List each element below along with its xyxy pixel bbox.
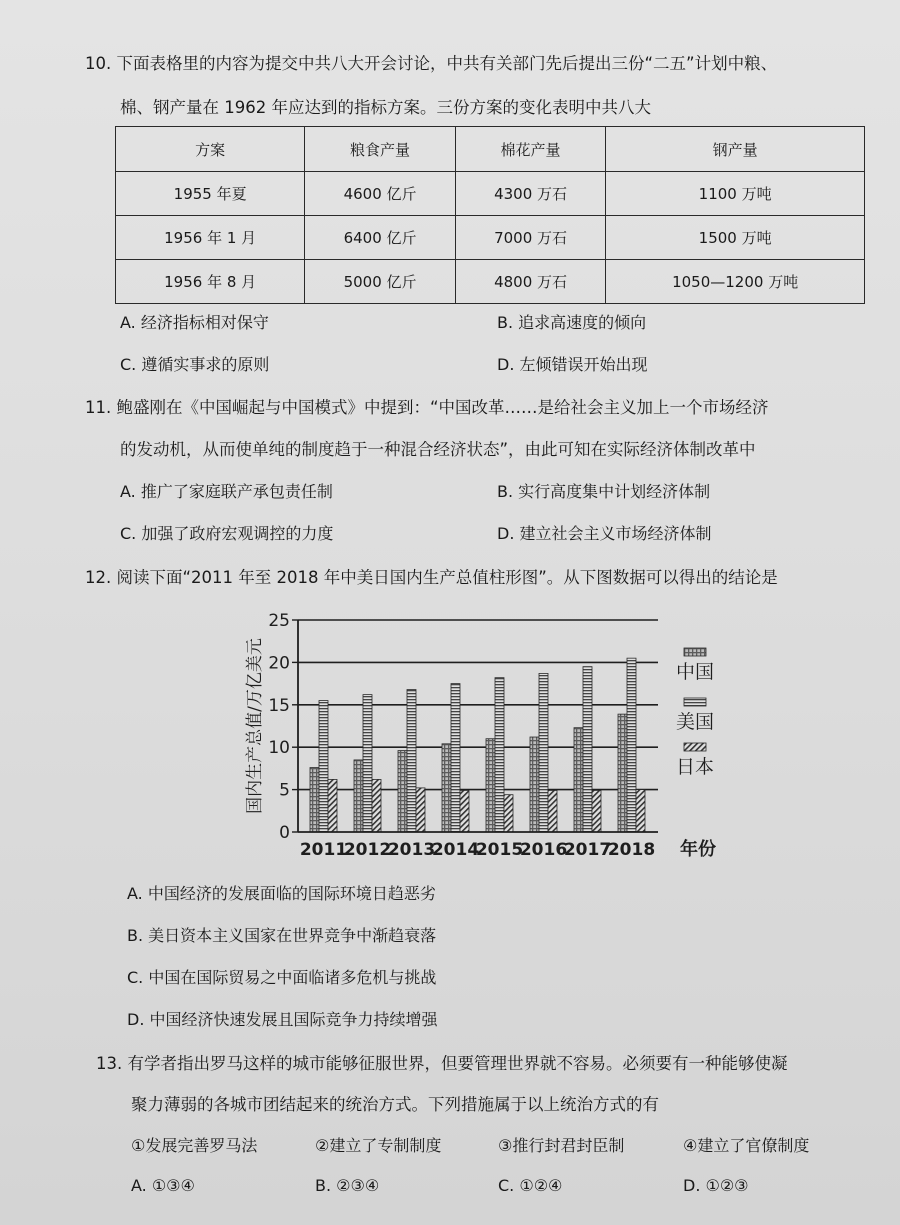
y-tick-label: 5	[279, 780, 290, 801]
bar-japan	[328, 779, 337, 832]
chart-legend	[676, 648, 714, 778]
x-tick-label: 2011	[299, 840, 348, 860]
bar-china	[618, 714, 627, 832]
table-cell: 1100 万吨	[606, 172, 865, 216]
table-row	[116, 216, 865, 260]
x-tick-label: 2014	[431, 840, 480, 860]
q13-option-d: D. ①②③	[683, 1176, 749, 1195]
chart-grid	[298, 620, 658, 790]
q11-option-d: D. 建立社会主义市场经济体制	[497, 524, 712, 543]
table-row	[116, 172, 865, 216]
y-tick-label: 20	[268, 653, 290, 674]
bar-usa	[319, 701, 328, 832]
bar-japan	[592, 790, 601, 832]
q10-option-d: D. 左倾错误开始出现	[497, 355, 648, 374]
q11-option-b: B. 实行高度集中计划经济体制	[497, 482, 711, 501]
x-tick-label: 2015	[475, 840, 524, 860]
q10-option-b: B. 追求高速度的倾向	[497, 313, 647, 332]
bar-china	[530, 737, 539, 832]
q12-option-b: B. 美日资本主义国家在世界竞争中渐趋衰落	[127, 926, 437, 945]
table-header-cell: 棉花产量	[455, 127, 605, 172]
x-tick-label: 2018	[607, 840, 656, 860]
y-tick-label: 10	[268, 738, 290, 759]
y-tick-label: 25	[268, 611, 290, 631]
bar-japan	[548, 790, 557, 832]
q13-item-3: ③推行封君封臣制	[498, 1136, 625, 1155]
bar-usa	[495, 678, 504, 832]
q12-stem-line1: 12. 阅读下面“2011 年至 2018 年中美日国内生产总值柱形图”。从下图数据可以得出的结论是	[85, 568, 778, 587]
y-tick-label: 0	[279, 823, 290, 843]
bar-china	[574, 728, 583, 832]
x-tick-label: 2017	[563, 840, 612, 860]
q12-option-c: C. 中国在国际贸易之中面临诸多危机与挑战	[127, 968, 437, 987]
table-header-row	[116, 127, 865, 172]
bar-japan	[636, 790, 645, 832]
chart-bars	[310, 658, 645, 832]
q10-option-c: C. 遵循实事求的原则	[120, 355, 270, 374]
q12-option-a: A. 中国经济的发展面临的国际环境日趋恶劣	[127, 884, 436, 903]
gdp-bar-chart	[240, 600, 720, 870]
q13-stem-line2: 聚力薄弱的各城市团结起来的统治方式。下列措施属于以上统治方式的有	[131, 1095, 659, 1114]
bar-japan	[372, 779, 381, 832]
q13-option-b: B. ②③④	[315, 1176, 380, 1195]
table-cell: 1956 年 8 月	[116, 260, 305, 304]
q10-plan-table	[115, 126, 865, 304]
table-cell: 1956 年 1 月	[116, 216, 305, 260]
table-cell: 4800 万石	[455, 260, 605, 304]
q13-item-1: ①发展完善罗马法	[131, 1136, 258, 1155]
q13-item-4: ④建立了官僚制度	[683, 1136, 810, 1155]
bar-china	[486, 739, 495, 832]
x-tick-label: 2012	[343, 840, 392, 860]
bar-usa	[407, 690, 416, 832]
q10-stem-line2: 棉、钢产量在 1962 年应达到的指标方案。三份方案的变化表明中共八大	[120, 98, 651, 117]
table-cell: 1500 万吨	[606, 216, 865, 260]
bar-usa	[627, 658, 636, 832]
q13-stem-line1: 13. 有学者指出罗马这样的城市能够征服世界，但要管理世界就不容易。必须要有一种能够使凝	[96, 1054, 788, 1073]
q11-stem-line1: 11. 鲍盛刚在《中国崛起与中国模式》中提到：“中国改革……是给社会主义加上一个市场经济	[85, 398, 769, 417]
legend-label: 日本	[675, 756, 715, 778]
y-tick-label: 15	[268, 695, 290, 716]
bar-china	[442, 744, 451, 832]
q11-option-a: A. 推广了家庭联产承包责任制	[120, 482, 333, 501]
table-cell: 4600 亿斤	[305, 172, 455, 216]
bar-japan	[416, 788, 425, 832]
legend-label: 美国	[675, 711, 715, 733]
table-cell: 7000 万石	[455, 216, 605, 260]
table-cell: 6400 亿斤	[305, 216, 455, 260]
bar-china	[310, 768, 319, 832]
bar-china	[354, 760, 363, 832]
table-header-cell: 粮食产量	[305, 127, 455, 172]
x-tick-label: 2013	[387, 840, 436, 860]
x-axis-label: 年份	[680, 839, 716, 860]
bar-usa	[363, 695, 372, 832]
q10-option-a: A. 经济指标相对保守	[120, 313, 269, 332]
bar-usa	[583, 667, 592, 832]
table-cell: 1955 年夏	[116, 172, 305, 216]
gdp-chart-svg	[240, 600, 720, 870]
legend-swatch	[684, 698, 706, 706]
x-tick-label: 2016	[519, 840, 568, 860]
bar-china	[398, 751, 407, 832]
q10-stem-line1: 10. 下面表格里的内容为提交中共八大开会讨论，中共有关部门先后提出三份“二五”计划中粮、	[85, 54, 778, 73]
q13-option-c: C. ①②④	[498, 1176, 563, 1195]
y-axis-label: 国内生产总值/万亿美元	[245, 638, 265, 814]
q11-stem-line2: 的发动机，从而使单纯的制度趋于一种混合经济状态”，由此可知在实际经济体制改革中	[120, 440, 756, 459]
q12-option-d: D. 中国经济快速发展且国际竞争力持续增强	[127, 1010, 438, 1029]
bar-usa	[539, 673, 548, 832]
bar-japan	[460, 790, 469, 832]
q11-option-c: C. 加强了政府宏观调控的力度	[120, 524, 334, 543]
q13-item-2: ②建立了专制制度	[315, 1136, 442, 1155]
table-header-cell: 方案	[116, 127, 305, 172]
table-cell: 4300 万石	[455, 172, 605, 216]
bar-japan	[504, 795, 513, 832]
table-cell: 1050—1200 万吨	[606, 260, 865, 304]
bar-usa	[451, 684, 460, 832]
q13-option-a: A. ①③④	[131, 1176, 195, 1195]
legend-swatch	[684, 648, 706, 656]
table-row	[116, 260, 865, 304]
legend-swatch	[684, 743, 706, 751]
table-header-cell: 钢产量	[606, 127, 865, 172]
legend-label: 中国	[675, 661, 715, 683]
table-cell: 5000 亿斤	[305, 260, 455, 304]
